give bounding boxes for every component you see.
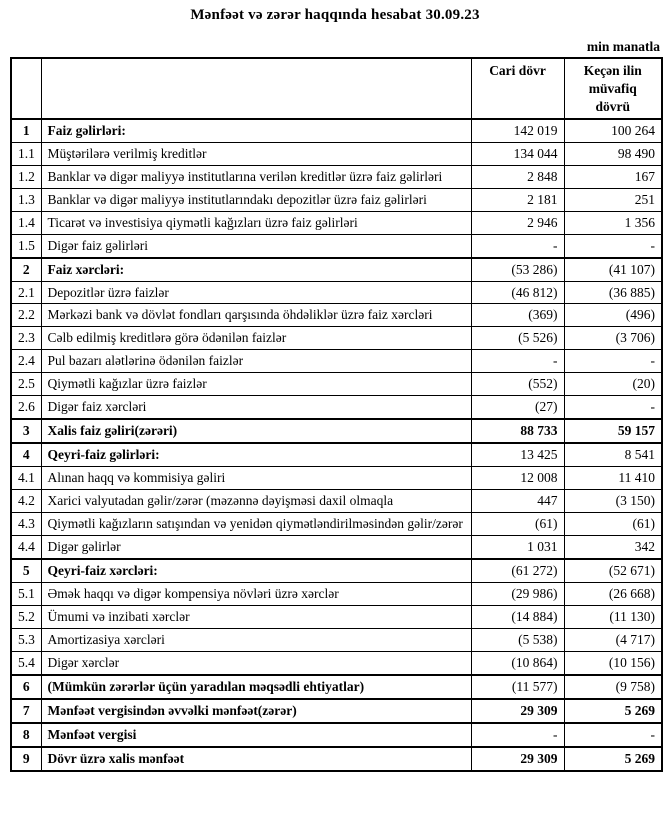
previous-value-cell: - xyxy=(564,723,662,747)
table-row xyxy=(11,582,662,605)
current-value-cell: 29 309 xyxy=(471,699,564,723)
previous-value-cell: 167 xyxy=(564,165,662,188)
row-number-cell: 5.2 xyxy=(11,605,41,628)
current-value-cell: (29 986) xyxy=(471,582,564,605)
current-value-cell: 2 946 xyxy=(471,211,564,234)
row-label-cell: Mənfəət vergisindən əvvəlki mənfəət(zərər) xyxy=(41,699,471,723)
row-label-cell: Xalis faiz gəliri(zərəri) xyxy=(41,419,471,443)
previous-value-cell: 98 490 xyxy=(564,142,662,165)
table-row xyxy=(11,304,662,327)
row-number-cell: 1.2 xyxy=(11,165,41,188)
table-row xyxy=(11,723,662,747)
current-value-cell: (10 864) xyxy=(471,651,564,674)
table-row xyxy=(11,258,662,281)
header-current-period: Cari dövr xyxy=(471,58,564,119)
row-number-cell: 1.5 xyxy=(11,234,41,257)
previous-value-cell: (4 717) xyxy=(564,628,662,651)
row-label-cell: Ticarət və investisiya qiymətli kağızları üzrə faiz gəlirləri xyxy=(41,211,471,234)
table-row xyxy=(11,747,662,771)
row-number-cell: 2.6 xyxy=(11,396,41,419)
previous-value-cell: (20) xyxy=(564,373,662,396)
report-table-body xyxy=(11,119,662,771)
current-value-cell: - xyxy=(471,234,564,257)
row-number-cell: 4.3 xyxy=(11,513,41,536)
row-number-cell: 2.4 xyxy=(11,350,41,373)
row-number-cell: 5.1 xyxy=(11,582,41,605)
row-label-cell: Əmək haqqı və digər kompensiya növləri üzrə xərclər xyxy=(41,582,471,605)
current-value-cell: 13 425 xyxy=(471,443,564,466)
row-number-cell: 4.2 xyxy=(11,490,41,513)
current-value-cell: (14 884) xyxy=(471,605,564,628)
previous-value-cell: (11 130) xyxy=(564,605,662,628)
row-label-cell: Dövr üzrə xalis mənfəət xyxy=(41,747,471,771)
profit-loss-table xyxy=(10,57,663,772)
previous-value-cell: - xyxy=(564,234,662,257)
current-value-cell: 12 008 xyxy=(471,467,564,490)
row-number-cell: 6 xyxy=(11,675,41,699)
row-number-cell: 2.3 xyxy=(11,327,41,350)
current-value-cell: (53 286) xyxy=(471,258,564,281)
row-label-cell: Qeyri-faiz gəlirləri: xyxy=(41,443,471,466)
previous-value-cell: 1 356 xyxy=(564,211,662,234)
current-value-cell: (61) xyxy=(471,513,564,536)
current-value-cell: 29 309 xyxy=(471,747,564,771)
row-number-cell: 1.4 xyxy=(11,211,41,234)
previous-value-cell: 251 xyxy=(564,188,662,211)
table-row xyxy=(11,396,662,419)
table-row xyxy=(11,443,662,466)
unit-note: min manatla xyxy=(586,39,660,54)
row-number-cell: 4 xyxy=(11,443,41,466)
previous-value-cell: 11 410 xyxy=(564,467,662,490)
row-label-cell: Faiz gəlirləri: xyxy=(41,119,471,142)
table-row xyxy=(11,281,662,304)
row-number-cell: 2 xyxy=(11,258,41,281)
table-row xyxy=(11,559,662,582)
row-number-cell: 1.1 xyxy=(11,142,41,165)
previous-value-cell: 5 269 xyxy=(564,747,662,771)
current-value-cell: 134 044 xyxy=(471,142,564,165)
row-number-cell: 5 xyxy=(11,559,41,582)
previous-value-cell: (3 706) xyxy=(564,327,662,350)
page-title: Mənfəət və zərər haqqında hesabat 30.09.23 xyxy=(190,7,480,23)
row-label-cell: Banklar və digər maliyyə institutlarındakı depozitlər üzrə faiz gəlirləri xyxy=(41,188,471,211)
previous-value-cell: (496) xyxy=(564,304,662,327)
table-row xyxy=(11,373,662,396)
table-row xyxy=(11,605,662,628)
row-number-cell: 5.3 xyxy=(11,628,41,651)
row-label-cell: Pul bazarı alətlərinə ödənilən faizlər xyxy=(41,350,471,373)
table-row xyxy=(11,628,662,651)
table-row xyxy=(11,350,662,373)
row-number-cell: 2.1 xyxy=(11,281,41,304)
row-number-cell: 8 xyxy=(11,723,41,747)
row-label-cell: Müştərilərə verilmiş kreditlər xyxy=(41,142,471,165)
table-row xyxy=(11,467,662,490)
row-label-cell: Qiymətli kağızların satışından və yenidən qiymətləndirilməsindən gəlir/zərər xyxy=(41,513,471,536)
row-label-cell: Digər faiz xərcləri xyxy=(41,396,471,419)
previous-value-cell: (52 671) xyxy=(564,559,662,582)
table-row xyxy=(11,211,662,234)
table-row xyxy=(11,234,662,257)
header-number-cell xyxy=(11,58,41,119)
row-number-cell: 7 xyxy=(11,699,41,723)
table-row xyxy=(11,165,662,188)
row-number-cell: 3 xyxy=(11,419,41,443)
row-label-cell: Digər xərclər xyxy=(41,651,471,674)
row-label-cell: Qeyri-faiz xərcləri: xyxy=(41,559,471,582)
table-row xyxy=(11,142,662,165)
current-value-cell: 142 019 xyxy=(471,119,564,142)
row-label-cell: Qiymətli kağızlar üzrə faizlər xyxy=(41,373,471,396)
table-row xyxy=(11,675,662,699)
row-label-cell: Xarici valyutadan gəlir/zərər (məzənnə dəyişməsi daxil olmaqla xyxy=(41,490,471,513)
table-row xyxy=(11,490,662,513)
table-row xyxy=(11,513,662,536)
previous-value-cell: (61) xyxy=(564,513,662,536)
current-value-cell: - xyxy=(471,350,564,373)
table-row xyxy=(11,699,662,723)
row-label-cell: Banklar və digər maliyyə institutlarına verilən kreditlər üzrə faiz gəlirləri xyxy=(41,165,471,188)
current-value-cell: (5 526) xyxy=(471,327,564,350)
current-value-cell: (27) xyxy=(471,396,564,419)
previous-value-cell: (26 668) xyxy=(564,582,662,605)
current-value-cell: (369) xyxy=(471,304,564,327)
table-row xyxy=(11,651,662,674)
table-row xyxy=(11,188,662,211)
current-value-cell: 2 181 xyxy=(471,188,564,211)
previous-value-cell: (36 885) xyxy=(564,281,662,304)
current-value-cell: 1 031 xyxy=(471,536,564,559)
row-label-cell: Depozitlər üzrə faizlər xyxy=(41,281,471,304)
row-number-cell: 2.5 xyxy=(11,373,41,396)
current-value-cell: (552) xyxy=(471,373,564,396)
row-label-cell: Mənfəət vergisi xyxy=(41,723,471,747)
table-row xyxy=(11,119,662,142)
previous-value-cell: (9 758) xyxy=(564,675,662,699)
header-row xyxy=(11,58,662,119)
row-label-cell: Ümumi və inzibati xərclər xyxy=(41,605,471,628)
current-value-cell: - xyxy=(471,723,564,747)
row-label-cell: (Mümkün zərərlər üçün yaradılan məqsədli ehtiyatlar) xyxy=(41,675,471,699)
current-value-cell: (11 577) xyxy=(471,675,564,699)
table-row xyxy=(11,327,662,350)
previous-value-cell: 5 269 xyxy=(564,699,662,723)
current-value-cell: 88 733 xyxy=(471,419,564,443)
row-number-cell: 9 xyxy=(11,747,41,771)
row-label-cell: Faiz xərcləri: xyxy=(41,258,471,281)
header-label-cell xyxy=(41,58,471,119)
current-value-cell: (5 538) xyxy=(471,628,564,651)
current-value-cell: (61 272) xyxy=(471,559,564,582)
row-number-cell: 5.4 xyxy=(11,651,41,674)
table-row xyxy=(11,419,662,443)
header-previous-period: Keçən ilin müvafiq dövrü xyxy=(564,58,662,119)
row-number-cell: 4.4 xyxy=(11,536,41,559)
previous-value-cell: 342 xyxy=(564,536,662,559)
row-label-cell: Digər faiz gəlirləri xyxy=(41,234,471,257)
row-label-cell: Digər gəlirlər xyxy=(41,536,471,559)
previous-value-cell: (41 107) xyxy=(564,258,662,281)
row-label-cell: Cəlb edilmiş kreditlərə görə ödənilən faizlər xyxy=(41,327,471,350)
table-row xyxy=(11,536,662,559)
row-number-cell: 2.2 xyxy=(11,304,41,327)
row-label-cell: Mərkəzi bank və dövlət fondları qarşısında öhdəliklər üzrə faiz xərcləri xyxy=(41,304,471,327)
previous-value-cell: - xyxy=(564,396,662,419)
row-number-cell: 1.3 xyxy=(11,188,41,211)
current-value-cell: 2 848 xyxy=(471,165,564,188)
current-value-cell: 447 xyxy=(471,490,564,513)
previous-value-cell: - xyxy=(564,350,662,373)
row-number-cell: 1 xyxy=(11,119,41,142)
previous-value-cell: 100 264 xyxy=(564,119,662,142)
previous-value-cell: (10 156) xyxy=(564,651,662,674)
previous-value-cell: 8 541 xyxy=(564,443,662,466)
row-number-cell: 4.1 xyxy=(11,467,41,490)
current-value-cell: (46 812) xyxy=(471,281,564,304)
previous-value-cell: 59 157 xyxy=(564,419,662,443)
previous-value-cell: (3 150) xyxy=(564,490,662,513)
row-label-cell: Amortizasiya xərcləri xyxy=(41,628,471,651)
table-header xyxy=(11,58,662,119)
row-label-cell: Alınan haqq və kommisiya gəliri xyxy=(41,467,471,490)
